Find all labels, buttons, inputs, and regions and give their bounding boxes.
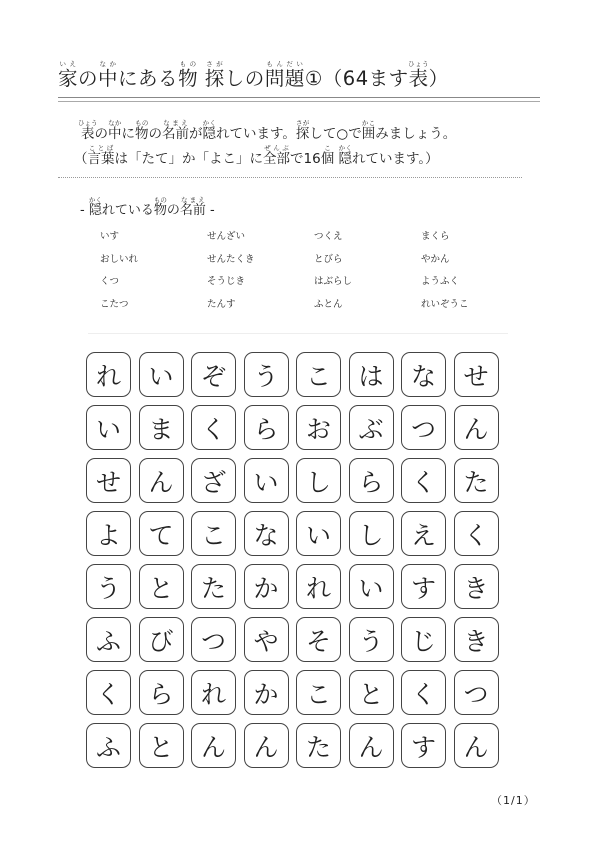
grid-cell[interactable]: こ <box>296 670 341 715</box>
grid-cell[interactable]: え <box>401 511 446 556</box>
furigana: こ <box>320 144 335 152</box>
grid-cell[interactable]: ん <box>454 405 499 450</box>
grid-cell[interactable]: な <box>401 352 446 397</box>
text-segment: の <box>94 126 108 142</box>
ruby-word: 探さが <box>204 60 225 90</box>
grid-cell[interactable]: れ <box>191 670 236 715</box>
grid-cell[interactable]: と <box>139 564 184 609</box>
grid-cell[interactable]: く <box>401 670 446 715</box>
furigana: いえ <box>58 60 79 68</box>
grid-cell[interactable]: ぶ <box>349 405 394 450</box>
grid-cell[interactable]: つ <box>454 670 499 715</box>
grid-cell[interactable]: う <box>244 352 289 397</box>
ruby-word: 囲かこ <box>361 119 376 142</box>
grid-cell[interactable]: て <box>139 511 184 556</box>
text-segment: ①（64ます <box>304 67 409 90</box>
grid-cell[interactable]: は <box>349 352 394 397</box>
grid-cell[interactable]: そ <box>296 617 341 662</box>
furigana: もの <box>135 119 149 127</box>
furigana: かこ <box>361 119 376 127</box>
ruby-word: 中なか <box>98 60 119 90</box>
text-segment: して○で <box>309 126 362 142</box>
furigana: なか <box>108 119 122 127</box>
word-item: いす <box>100 231 120 242</box>
section-divider <box>58 177 522 178</box>
furigana: かく <box>338 144 352 152</box>
ruby-word: 表ひょう <box>78 119 98 142</box>
furigana: ぜんぶ <box>263 144 290 152</box>
ruby-word: 隠かく <box>202 119 216 142</box>
word-item: れいぞうこ <box>421 298 469 310</box>
word-item: ふとん <box>314 298 343 310</box>
furigana: なまえ <box>179 196 206 204</box>
grid-cell[interactable]: ん <box>244 723 289 768</box>
grid-cell[interactable]: い <box>349 564 394 609</box>
grid-cell[interactable]: ざ <box>191 458 236 503</box>
ruby-word: 家いえ <box>58 60 79 90</box>
grid-cell[interactable]: た <box>454 458 499 503</box>
furigana: もの <box>178 60 199 68</box>
ruby-word: 全部ぜんぶ <box>263 144 290 167</box>
grid-cell[interactable]: と <box>349 670 394 715</box>
grid-cell[interactable]: き <box>454 564 499 609</box>
grid-cell[interactable]: や <box>244 617 289 662</box>
ruby-word: 物もの <box>153 196 167 218</box>
word-item: そうじき <box>207 276 246 287</box>
furigana: なか <box>98 60 119 68</box>
ruby-word: 名前なまえ <box>162 119 189 142</box>
furigana: なまえ <box>162 119 189 127</box>
text-segment: - <box>205 203 215 218</box>
grid-cell[interactable]: れ <box>296 564 341 609</box>
grid-cell[interactable]: た <box>296 723 341 768</box>
grid-cell[interactable]: ら <box>139 670 184 715</box>
ruby-word: 物もの <box>135 119 149 142</box>
ruby-word: 名前なまえ <box>179 196 206 218</box>
title-rule-bottom <box>58 101 540 102</box>
ruby-word: 物もの <box>178 60 199 90</box>
grid-cell[interactable]: れ <box>86 352 131 397</box>
text-segment: ） <box>428 67 449 90</box>
grid-cell[interactable]: か <box>244 670 289 715</box>
grid-cell[interactable]: た <box>191 564 236 609</box>
grid-cell[interactable]: い <box>244 458 289 503</box>
word-item: せんざい <box>207 231 246 242</box>
word-item: ようふく <box>421 276 460 287</box>
furigana: ひょう <box>78 119 98 127</box>
word-item: おしいれ <box>100 253 139 265</box>
word-list-heading <box>80 196 215 218</box>
text-segment: （ <box>74 151 88 167</box>
grid-cell[interactable]: く <box>191 405 236 450</box>
grid-cell[interactable]: び <box>139 617 184 662</box>
furigana: さが <box>204 60 225 68</box>
grid-cell[interactable]: せ <box>454 352 499 397</box>
text-segment: が <box>189 126 203 142</box>
ruby-word: 個こ <box>320 144 335 167</box>
grid-cell[interactable]: し <box>296 458 341 503</box>
grid-cell[interactable]: く <box>454 511 499 556</box>
text-segment: に <box>121 126 135 142</box>
grid-cell[interactable]: す <box>401 564 446 609</box>
grid-cell[interactable]: ん <box>454 723 499 768</box>
text-segment: みましょう。 <box>375 126 457 142</box>
grid-cell[interactable]: ぞ <box>191 352 236 397</box>
text-segment: で16 <box>290 151 321 167</box>
text-segment: れています。） <box>351 151 439 167</box>
text-segment: の <box>148 126 162 142</box>
word-list-divider <box>88 333 508 334</box>
grid-cell[interactable]: か <box>244 564 289 609</box>
furigana: さが <box>295 119 310 127</box>
grid-cell[interactable]: き <box>454 617 499 662</box>
text-segment <box>198 67 205 90</box>
grid-cell[interactable]: う <box>86 564 131 609</box>
text-segment: れている <box>101 203 154 218</box>
word-item: こたつ <box>100 298 129 310</box>
word-item: せんたくき <box>207 253 255 265</box>
grid-cell[interactable]: う <box>349 617 394 662</box>
word-item: とびら <box>314 253 343 265</box>
word-item: はぶらし <box>314 276 353 287</box>
text-segment: れています。 <box>216 126 296 142</box>
furigana: ことば <box>87 144 115 152</box>
word-item: やかん <box>421 253 450 265</box>
grid-cell[interactable]: ん <box>191 723 236 768</box>
grid-cell[interactable]: ま <box>139 405 184 450</box>
furigana: かく <box>202 119 216 127</box>
grid-cell[interactable]: こ <box>191 511 236 556</box>
grid-cell[interactable]: よ <box>86 511 131 556</box>
grid-cell[interactable]: く <box>401 458 446 503</box>
grid-cell[interactable]: な <box>244 511 289 556</box>
grid-cell[interactable]: く <box>86 670 131 715</box>
grid-cell[interactable]: ら <box>244 405 289 450</box>
ruby-word: 探さが <box>295 119 310 142</box>
ruby-word: 隠かく <box>88 196 102 218</box>
text-segment: は「たて」か「よこ」に <box>114 151 263 167</box>
instruction-line-1 <box>78 119 456 142</box>
word-item: くつ <box>100 276 120 287</box>
text-segment: の <box>166 203 180 218</box>
text-segment: - <box>80 203 89 218</box>
grid-cell[interactable]: い <box>139 352 184 397</box>
instruction-line-2 <box>74 144 439 167</box>
grid-cell[interactable]: ん <box>349 723 394 768</box>
grid-cell[interactable]: じ <box>401 617 446 662</box>
furigana: もんだい <box>264 60 305 68</box>
grid-cell[interactable]: と <box>139 723 184 768</box>
word-item: たんす <box>207 298 236 310</box>
ruby-word: 言葉ことば <box>87 144 115 167</box>
ruby-word: 隠かく <box>338 144 352 167</box>
furigana: ひょう <box>408 60 430 68</box>
title-rule-top <box>58 97 540 98</box>
grid-cell[interactable]: し <box>349 511 394 556</box>
furigana: もの <box>153 196 167 204</box>
grid-cell[interactable]: ふ <box>86 617 131 662</box>
grid-cell[interactable]: す <box>401 723 446 768</box>
ruby-word: 中なか <box>108 119 122 142</box>
ruby-word: 問題もんだい <box>264 60 305 90</box>
text-segment: にある <box>118 67 179 90</box>
word-item: まくら <box>421 231 450 242</box>
grid-cell[interactable]: ん <box>139 458 184 503</box>
text-segment: しの <box>224 67 265 90</box>
word-item: つくえ <box>314 231 343 242</box>
grid-cell[interactable]: お <box>296 405 341 450</box>
text-segment: の <box>78 67 99 90</box>
grid-cell[interactable]: つ <box>401 405 446 450</box>
grid-cell[interactable]: つ <box>191 617 236 662</box>
grid-cell[interactable]: い <box>296 511 341 556</box>
page-number: （1/1） <box>491 794 536 807</box>
grid-cell[interactable]: い <box>86 405 131 450</box>
ruby-word: 表ひょう <box>408 60 430 90</box>
grid-cell[interactable]: こ <box>296 352 341 397</box>
furigana: かく <box>88 196 102 204</box>
grid-cell[interactable]: ら <box>349 458 394 503</box>
grid-cell[interactable]: せ <box>86 458 131 503</box>
page-title <box>58 60 449 91</box>
grid-cell[interactable]: ふ <box>86 723 131 768</box>
